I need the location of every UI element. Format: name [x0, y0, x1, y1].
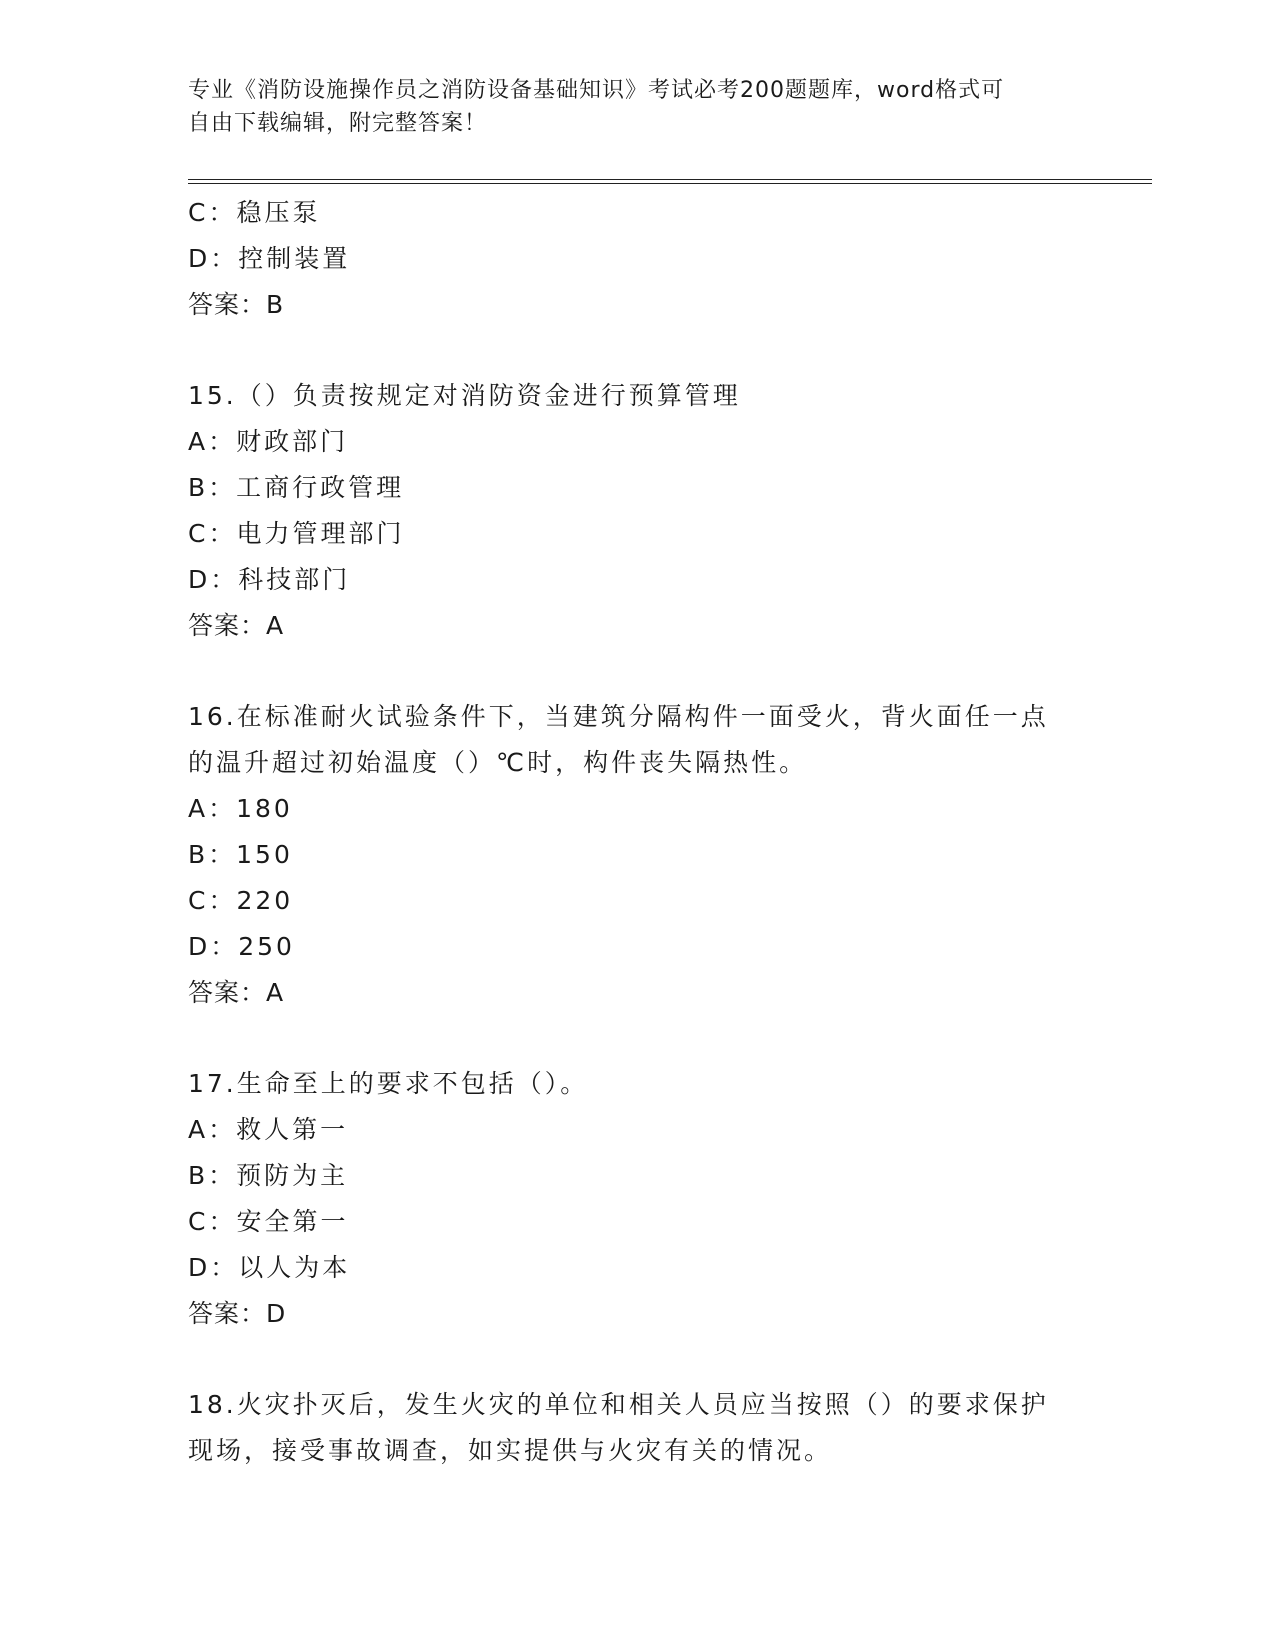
option-d: D：科技部门 [188, 565, 351, 594]
option-c: C：220 [188, 886, 294, 915]
header-divider [188, 179, 1152, 184]
header-title-line-2: 自由下载编辑，附完整答案！ [188, 111, 488, 136]
question-stem-line-1: 18.火灾扑灭后，发生火灾的单位和相关人员应当按照（）的要求保护 [188, 1390, 1049, 1419]
option-d: D：250 [188, 932, 295, 961]
question-stem-line-1: 16.在标准耐火试验条件下，当建筑分隔构件一面受火，背火面任一点 [188, 702, 1049, 731]
question-stem: 15.（）负责按规定对消防资金进行预算管理 [188, 381, 741, 410]
answer-line: 答案：A [188, 611, 285, 640]
option-b: B：150 [188, 840, 293, 869]
option-c: C：安全第一 [188, 1207, 349, 1236]
question-block-15 [188, 373, 1108, 649]
answer-line: 答案：B [188, 290, 285, 319]
spacer [188, 1337, 1108, 1382]
answer-line: 答案：A [188, 978, 285, 1007]
spacer [188, 328, 1108, 373]
question-block-17 [188, 1061, 1108, 1337]
option-d: D：以人为本 [188, 1253, 351, 1282]
question-block-16 [188, 694, 1108, 1016]
option-b: B：预防为主 [188, 1161, 349, 1190]
option-a: A：180 [188, 794, 293, 823]
document-header [188, 74, 1068, 140]
option-d: D：控制装置 [188, 244, 351, 273]
question-stem-line-2: 的温升超过初始温度（）℃时，构件丧失隔热性。 [188, 748, 808, 777]
question-stem: 17.生命至上的要求不包括（）。 [188, 1069, 589, 1098]
option-b: B：工商行政管理 [188, 473, 405, 502]
option-a: A：财政部门 [188, 427, 349, 456]
question-block-14-tail [188, 190, 1108, 328]
question-list [188, 190, 1108, 1474]
header-title-line-1: 专业《消防设施操作员之消防设备基础知识》考试必考200题题库，word格式可 [188, 78, 1005, 103]
option-c: C：稳压泵 [188, 198, 321, 227]
spacer [188, 1016, 1108, 1061]
question-stem-line-2: 现场，接受事故调查，如实提供与火灾有关的情况。 [188, 1436, 833, 1465]
option-a: A：救人第一 [188, 1115, 349, 1144]
question-block-18 [188, 1382, 1108, 1474]
option-c: C：电力管理部门 [188, 519, 405, 548]
spacer [188, 649, 1108, 694]
answer-line: 答案：D [188, 1299, 287, 1328]
